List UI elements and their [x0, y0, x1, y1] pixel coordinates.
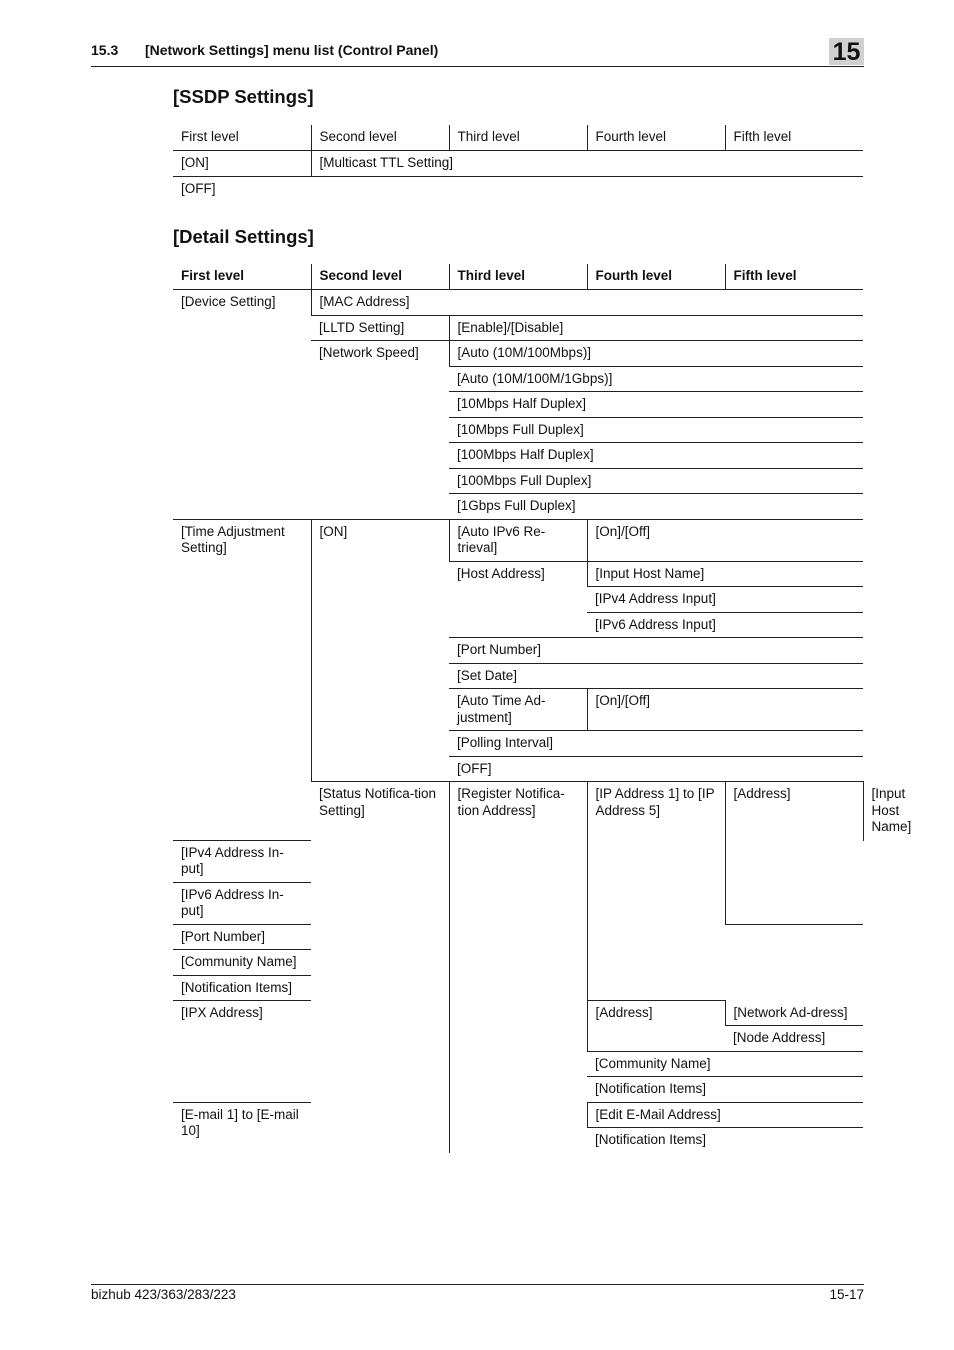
- table-cell: [IPv6 Address In-put]: [173, 882, 311, 924]
- table-cell: [E-mail 1] to [E-mail 10]: [181, 1106, 299, 1138]
- table-header-row: [173, 125, 863, 151]
- column-header: Second level: [311, 125, 449, 151]
- column-header: Fifth level: [725, 125, 863, 151]
- section-number: 15.3: [91, 42, 119, 58]
- table-cell: [Address]: [587, 1001, 725, 1052]
- column-header: Fourth level: [587, 125, 725, 151]
- page-footer: [91, 1284, 864, 1302]
- table-cell: [IP Address 1] to [IP Address 5]: [587, 782, 725, 1001]
- ssdp-heading: [SSDP Settings]: [173, 86, 314, 107]
- table-cell: [Port Number]: [449, 638, 863, 664]
- table-cell: [IPv4 Address Input]: [587, 587, 863, 613]
- column-header: First level: [173, 125, 311, 151]
- column-header: Third level: [449, 264, 587, 290]
- table-cell: [ON]: [311, 519, 449, 782]
- table-cell: [10Mbps Full Duplex]: [449, 417, 863, 443]
- column-header: Second level: [311, 264, 449, 290]
- table-cell: [Set Date]: [449, 663, 863, 689]
- table-cell: [Auto Time Ad-justment]: [449, 689, 587, 731]
- table-cell: [OFF]: [449, 756, 863, 782]
- table-cell: [Port Number]: [173, 924, 449, 950]
- detail-heading: [Detail Settings]: [173, 226, 314, 247]
- table-cell: [On]/[Off]: [587, 519, 863, 561]
- table-cell: [Notification Items]: [595, 1132, 707, 1147]
- column-header: Third level: [449, 125, 587, 151]
- table-cell: [ON]: [173, 151, 311, 177]
- table-cell: [Status Notifica-tion Setting]: [319, 786, 437, 818]
- table-cell: [Device Setting]: [173, 290, 311, 520]
- column-header: Fifth level: [725, 264, 863, 290]
- table-row: [173, 176, 863, 201]
- table-cell: [Notification Items]: [173, 975, 449, 1001]
- column-header: Fourth level: [587, 264, 725, 290]
- table-header-row: [173, 264, 863, 290]
- table-cell: [Edit E-Mail Address]: [587, 1102, 863, 1128]
- table-cell: [OFF]: [181, 180, 216, 196]
- page-header: [91, 40, 864, 67]
- detail-table: [173, 264, 912, 1153]
- table-cell: [Enable]/[Disable]: [449, 315, 863, 341]
- table-cell-empty: [311, 176, 863, 201]
- table-cell: [1Gbps Full Duplex]: [449, 494, 863, 520]
- table-cell: [Polling Interval]: [449, 731, 863, 757]
- table-cell: [Input Host Name]: [587, 561, 863, 587]
- table-cell: [10Mbps Half Duplex]: [449, 392, 863, 418]
- chapter-number: 15: [832, 38, 861, 66]
- table-cell: [Network Speed]: [311, 341, 449, 520]
- table-cell: [Node Address]: [725, 1026, 863, 1052]
- column-header: First level: [173, 264, 311, 290]
- table-cell: [Multicast TTL Setting]: [311, 151, 863, 177]
- table-cell: [Network Ad-dress]: [725, 1001, 863, 1026]
- table-cell: [Auto IPv6 Re-trieval]: [449, 519, 587, 561]
- table-cell: [Notification Items]: [587, 1077, 863, 1103]
- table-row: [173, 290, 863, 316]
- table-cell: [Auto (10M/100Mbps)]: [449, 341, 863, 367]
- table-cell: [Community Name]: [587, 1051, 863, 1077]
- table-cell: [On]/[Off]: [587, 689, 863, 731]
- table-cell: [IPv6 Address Input]: [587, 612, 863, 638]
- table-cell: [Register Notifica-tion Address]: [449, 782, 587, 1153]
- ssdp-table: [173, 125, 863, 201]
- table-cell: [IPX Address]: [173, 1001, 311, 1103]
- table-cell: [Community Name]: [173, 950, 449, 976]
- page-number: 15-17: [829, 1287, 864, 1302]
- table-row: [Status Notifica-tion Setting] [Register Notifica-tion Address] [IP Address 1] to [IP Address 5] [Address] [Input Host Name]: [173, 782, 863, 841]
- table-cell: [100Mbps Half Duplex]: [449, 443, 863, 469]
- table-cell: [100Mbps Full Duplex]: [449, 468, 863, 494]
- table-cell: [Address]: [725, 782, 863, 925]
- table-cell: [Time Adjustment Setting]: [173, 519, 311, 840]
- table-cell: [MAC Address]: [311, 290, 863, 316]
- table-cell: [IPv4 Address In-put]: [173, 840, 311, 882]
- section-title: [Network Settings] menu list (Control Panel): [145, 42, 439, 58]
- table-cell: [LLTD Setting]: [311, 315, 449, 341]
- table-row: [173, 151, 863, 177]
- table-cell: [Auto (10M/100M/1Gbps)]: [449, 366, 863, 392]
- table-cell: [Host Address]: [449, 561, 587, 638]
- table-row: [173, 519, 863, 561]
- model-name: bizhub 423/363/283/223: [91, 1287, 236, 1302]
